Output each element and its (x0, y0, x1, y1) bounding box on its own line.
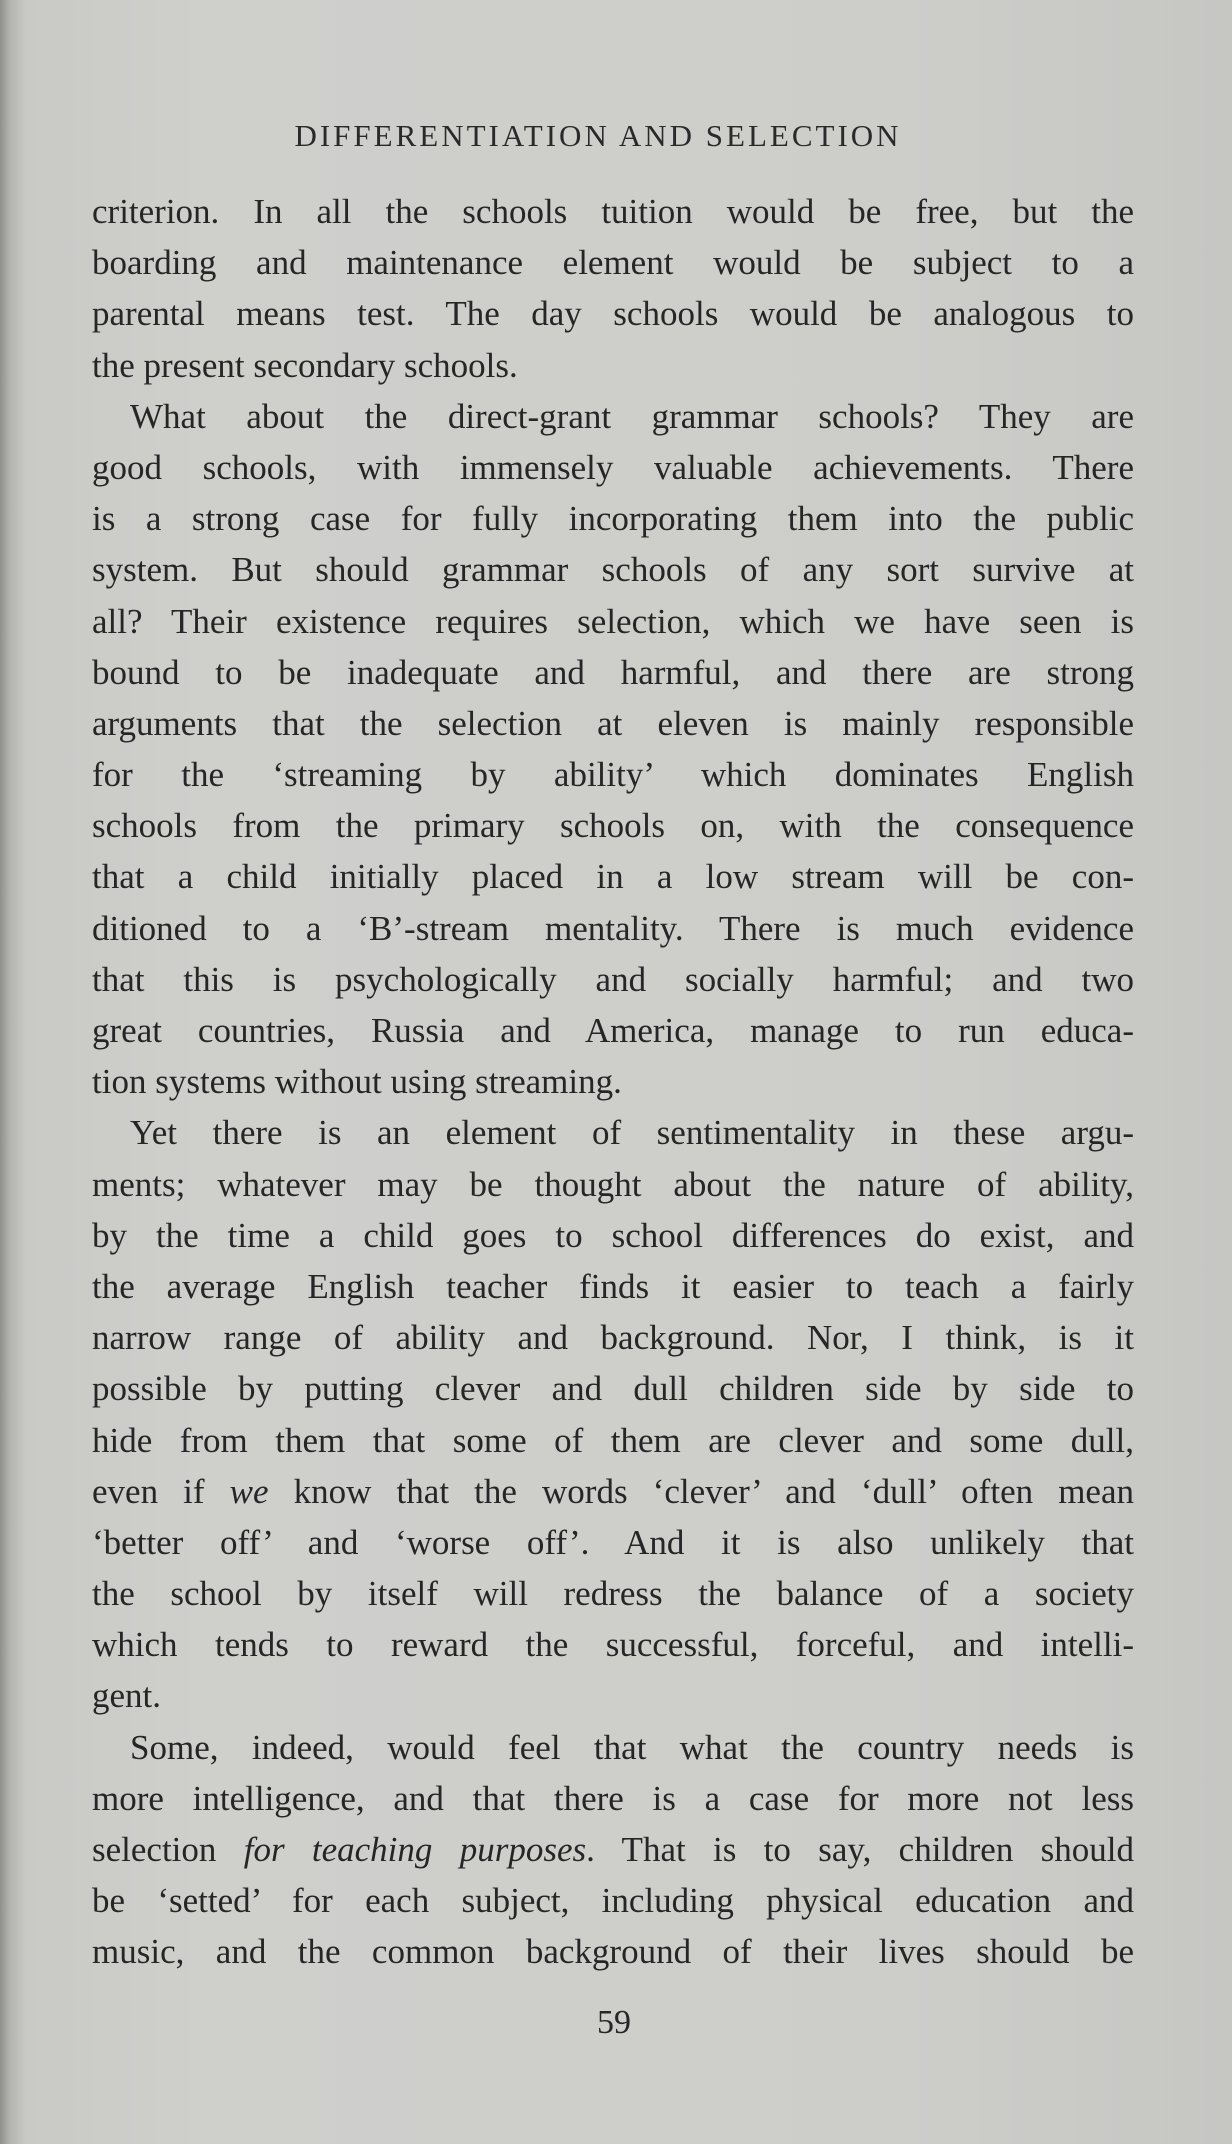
text-run: selection (92, 1830, 244, 1869)
text-line (92, 698, 1134, 749)
text-line (92, 186, 1134, 237)
text-run: Yet there is an element of sentimentality in these argu- (130, 1113, 1134, 1153)
text-line (92, 1107, 1134, 1158)
text-run: that this is psychologically and socially harmful; and two (92, 959, 1134, 999)
text-line (92, 1261, 1134, 1312)
text-line (92, 647, 1134, 698)
text-run: system. But should grammar schools of any sort survive at (92, 550, 1134, 590)
text-run: tion systems without using streaming. (92, 1062, 622, 1102)
text-run: even if (92, 1471, 230, 1511)
running-header-text: DIFFERENTIATION AND SELECTION (294, 118, 902, 153)
text-line (92, 1517, 1134, 1568)
italic-text: we (229, 1471, 269, 1511)
text-run: What about the direct-grant grammar schools? They are (130, 396, 1134, 436)
running-header (0, 118, 1232, 154)
text-line (92, 1773, 1134, 1824)
italic-text: for teaching purposes (243, 1830, 587, 1869)
text-run: by the time a child goes to school differences do exist, and (92, 1215, 1134, 1255)
text-line (92, 391, 1134, 442)
text-run: Some, indeed, would feel that what the country needs is (130, 1727, 1134, 1767)
text-line (92, 1926, 1134, 1977)
text-run: parental means test. The day schools would be analogous to (92, 294, 1134, 334)
text-line (92, 237, 1134, 288)
text-run: gent. (92, 1676, 162, 1716)
text-run: arguments that the selection at eleven is mainly responsible (92, 703, 1134, 743)
text-run: for the ‘streaming by ability’ which dominates English (92, 755, 1134, 795)
text-run: the school by itself will redress the balance of a society (92, 1574, 1134, 1614)
text-line (92, 340, 1134, 391)
text-line (92, 1159, 1134, 1210)
text-run: ditioned to a ‘B’-stream mentality. There is much evidence (92, 908, 1134, 948)
text-run: great countries, Russia and America, manage to run educa- (92, 1011, 1134, 1050)
text-line (92, 1466, 1134, 1517)
text-line (92, 288, 1134, 339)
text-run: music, and the common background of their lives should be (92, 1932, 1134, 1972)
text-line (92, 1312, 1134, 1363)
text-run: know that the words ‘clever’ and ‘dull’ often mean (268, 1471, 1135, 1511)
text-run: ‘better off’ and ‘worse off’. And it is also unlikely that (92, 1522, 1134, 1562)
text-line (92, 1670, 1134, 1721)
text-run: the present secondary schools. (92, 345, 518, 385)
page-number (0, 2004, 1232, 2042)
text-line (92, 1568, 1134, 1619)
text-line (92, 749, 1134, 800)
text-line (92, 1619, 1134, 1670)
text-line (92, 1415, 1134, 1466)
text-line (92, 903, 1134, 954)
page-body-text (92, 186, 1134, 1978)
text-line (92, 1824, 1134, 1875)
text-line (92, 1875, 1134, 1926)
text-run: boarding and maintenance element would be subject to a (92, 243, 1134, 283)
text-run: possible by putting clever and dull children side by side to (92, 1369, 1134, 1409)
text-run: all? Their existence requires selection, which we have seen is (92, 601, 1134, 641)
text-run: the average English teacher finds it easier to teach a fairly (92, 1266, 1134, 1306)
text-line (92, 1363, 1134, 1414)
text-line (92, 1005, 1134, 1056)
text-run: criterion. In all the schools tuition would be free, but the (92, 192, 1134, 231)
text-run: bound to be inadequate and harmful, and there are strong (92, 652, 1134, 692)
text-line (92, 596, 1134, 647)
text-line (92, 800, 1134, 851)
text-line (92, 1056, 1134, 1107)
text-run: . That is to say, children should (586, 1830, 1134, 1869)
text-run: schools from the primary schools on, with the consequence (92, 806, 1134, 846)
text-line (92, 1210, 1134, 1261)
text-line (92, 954, 1134, 1005)
page-number-text: 59 (597, 2004, 631, 2041)
text-line (92, 442, 1134, 493)
text-run: is a strong case for fully incorporating them into the public (92, 499, 1134, 539)
text-line (92, 493, 1134, 544)
text-run: good schools, with immensely valuable achievements. There (92, 447, 1134, 487)
text-run: be ‘setted’ for each subject, including physical education and (92, 1881, 1134, 1921)
text-line (92, 851, 1134, 902)
text-run: that a child initially placed in a low stream will be con- (92, 857, 1134, 897)
text-run: which tends to reward the successful, forceful, and intelli- (92, 1625, 1134, 1665)
text-line (92, 544, 1134, 595)
text-run: narrow range of ability and background. Nor, I think, is it (92, 1318, 1134, 1358)
text-run: hide from them that some of them are clever and some dull, (92, 1420, 1134, 1460)
text-run: more intelligence, and that there is a case for more not less (92, 1778, 1134, 1818)
text-run: ments; whatever may be thought about the nature of ability, (92, 1164, 1134, 1204)
text-line (92, 1722, 1134, 1773)
